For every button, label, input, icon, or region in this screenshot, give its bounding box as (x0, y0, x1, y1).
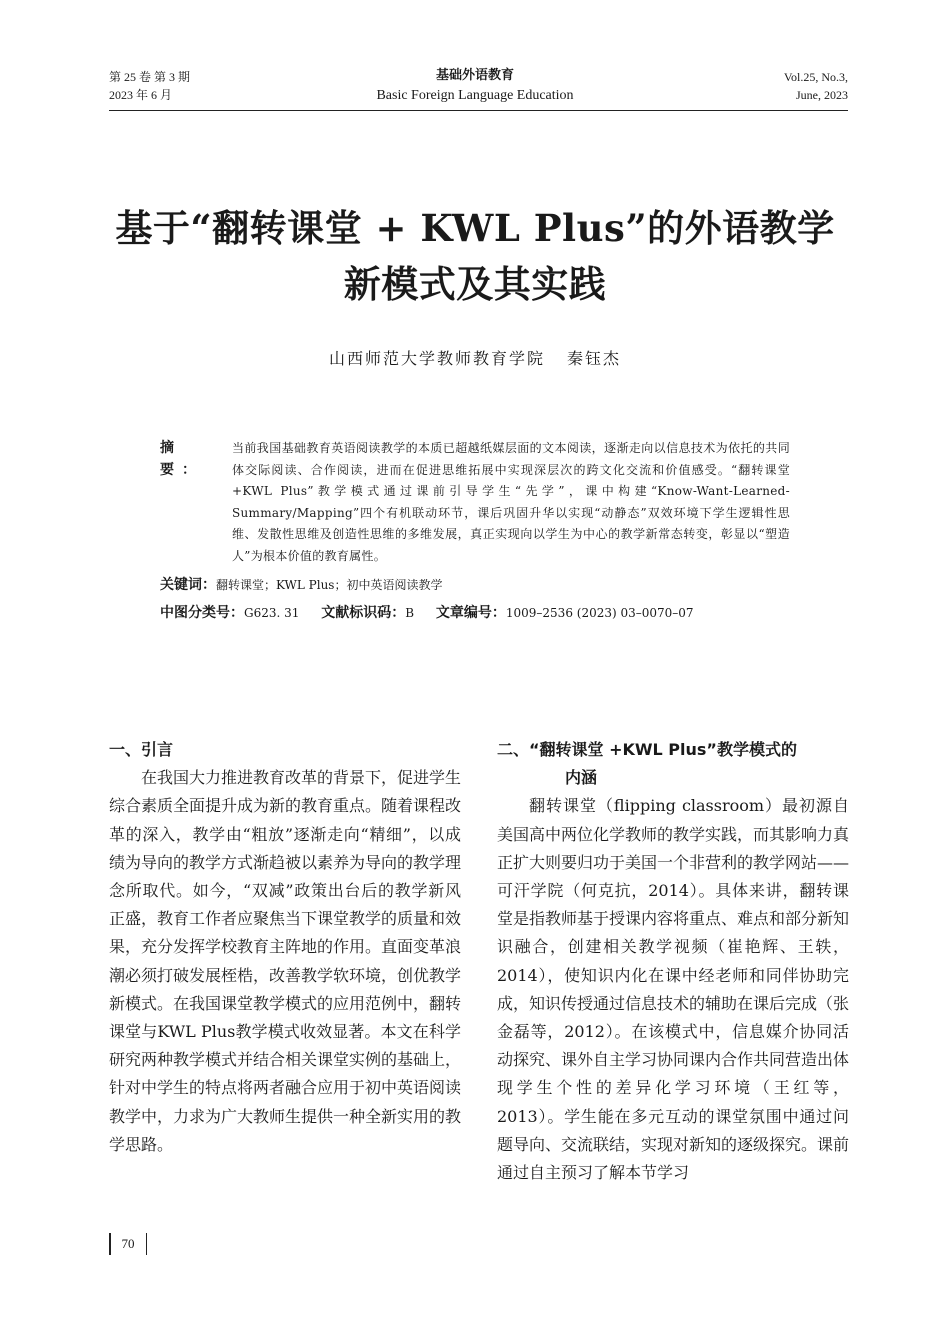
header-volume-info (784, 68, 848, 104)
document-code (321, 606, 414, 620)
keywords-row (160, 575, 790, 597)
title-line-2: 新模式及其实践 (343, 262, 607, 306)
author-line (0, 346, 950, 369)
keywords-label: 关键词： (160, 577, 216, 593)
document-code-value: B (405, 605, 415, 620)
journal-name-en: Basic Foreign Language Education (376, 88, 574, 103)
article-title (80, 200, 870, 312)
journal-name-cn: 基础外语教育 (435, 68, 514, 83)
header-date-en: June, 2023 (796, 88, 848, 102)
classification-row (160, 603, 790, 625)
article-number (436, 606, 694, 620)
footer-bar-right (146, 1233, 148, 1255)
section-2-heading-line-1: 二、“翻转课堂 +KWL Plus”教学模式的 (497, 740, 797, 759)
right-column (497, 736, 849, 1187)
title-line-1: 基于“翻转课堂 + KWL Plus”的外语教学 (115, 206, 835, 250)
keywords-text: 翻转课堂；KWL Plus；初中英语阅读教学 (216, 578, 443, 592)
author-affiliation: 山西师范大学教师教育学院 (328, 349, 545, 368)
clc-number (160, 606, 299, 620)
header-divider (109, 110, 848, 111)
abstract-label: 摘 要： (160, 440, 204, 478)
abstract-block (160, 438, 790, 624)
clc-value: G623. 31 (244, 605, 300, 620)
section-1-heading: 一、引言 (109, 740, 174, 759)
abstract-row (160, 438, 790, 567)
article-number-label: 文章编号： (435, 604, 506, 621)
abstract-text: 当前我国基础教育英语阅读教学的本质已超越纸媒层面的文本阅读，逐渐走向以信息技术为依托的共同体交际阅读、合作阅读，进而在促进思维拓展中实现深层次的跨文化交流和价值感受。“翻转课堂+KWL Plus”教学模式通过课前引导学生“先学”，课中构建“Know-Want-Learned-Summary/Mapping”四个有机联动环节，课后巩固升华以实现“动静态”双效环境下学生逻辑性思维、发散性思维及创造性思维的多维发展，真正实现向以学生为中心的教学新常态转变，彰显以“塑造人”为根本价值的教育属性。 (232, 441, 790, 563)
document-code-label: 文献标识码： (321, 604, 406, 621)
header-issue-cn: 第 25 卷 第 3 期 (109, 70, 191, 84)
page-number: 70 (121, 1236, 135, 1251)
left-column (109, 736, 461, 1159)
author-name: 秦钰杰 (567, 349, 622, 368)
section-1-paragraph: 在我国大力推进教育改革的背景下，促进学生综合素质全面提升成为新的教育重点。随着课程改革的深入，教学由“粗放”逐渐走向“精细”，以成绩为导向的教学方式渐趋被以素养为导向的教学理念所取代。如今，“双减”政策出台后的教学新风正盛，教育工作者应聚焦当下课堂教学的质量和效果，充分发挥学校教育主阵地的作用。直面变革浪潮必须打破发展桎梏，改善教学软环境，创优教学新模式。在我国课堂教学模式的应用范例中，翻转课堂与KWL Plus教学模式收效显著。本文在科学研究两种教学模式并结合相关课堂实例的基础上，针对中学生的特点将两者融合应用于初中英语阅读教学中，力求为广大教师生提供一种全新实用的教学思路。 (109, 768, 462, 1154)
page-footer (109, 1233, 147, 1255)
header-volume-en: Vol.25, No.3, (783, 70, 848, 84)
section-2-heading-line-2: 内涵 (565, 768, 598, 788)
header-journal (300, 66, 650, 106)
section-2-heading (497, 736, 849, 792)
clc-label: 中图分类号： (160, 604, 244, 621)
header-date-cn: 2023 年 6 月 (109, 88, 173, 102)
section-2-paragraph: 翻转课堂（flipping classroom）最初源自美国高中两位化学教师的教学实践，而其影响力真正扩大则要归功于美国一个非营利的教学网站——可汗学院（何克抗，2014）。具体来讲，翻转课堂是指教师基于授课内容将重点、难点和部分新知识融合，创建相关教学视频（崔艳辉、王轶，2014），使知识内化在课中经老师和同伴协助完成，知识传授通过信息技术的辅助在课后完成（张金磊等，2012）。在该模式中，信息媒介协同活动探究、课外自主学习协同课内合作共同营造出体现学生个性的差异化学习环境（王红等，2013）。学生能在多元互动的课堂氛围中通过问题导向、交流联结，实现对新知的逐级探究。课前通过自主预习了解本节学习 (497, 796, 850, 1183)
header-issue-info (109, 68, 190, 104)
article-number-value: 1009–2536 (2023) 03–0070–07 (505, 605, 694, 620)
